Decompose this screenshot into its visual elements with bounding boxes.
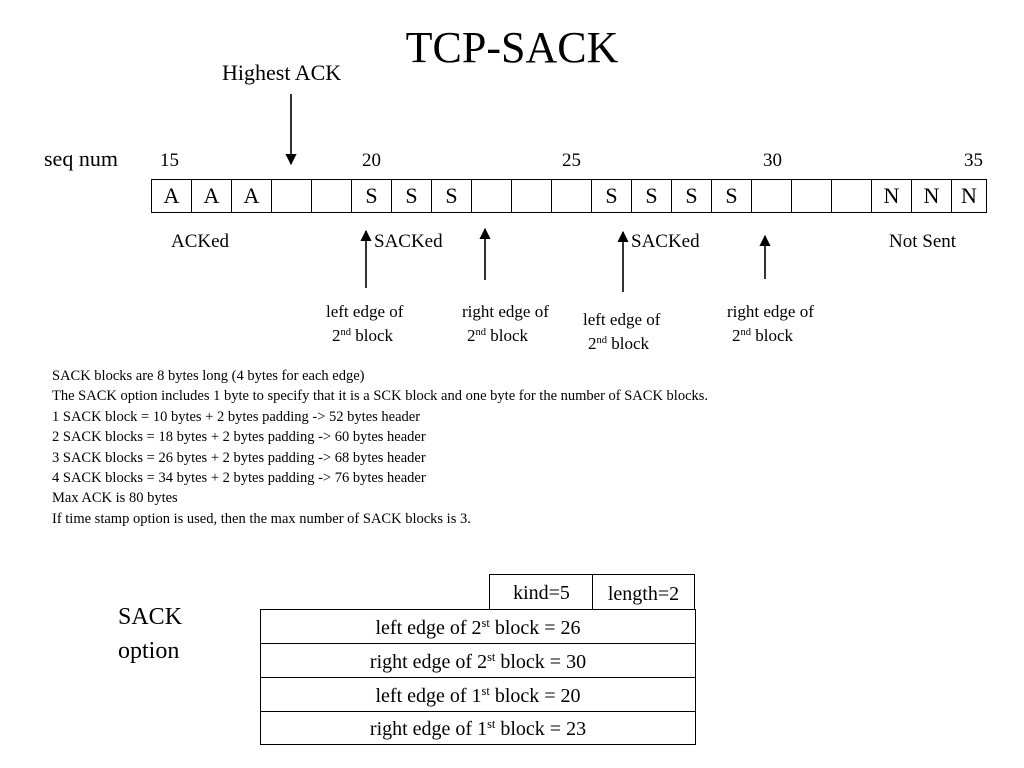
- pointer-label-2: [462, 300, 549, 348]
- note-line: The SACK option includes 1 byte to specify that it is a SCK block and one byte for the number of SACK blocks.: [52, 388, 709, 405]
- seq-cell: A: [152, 180, 192, 212]
- sack-field-row: left edge of 1st block = 20: [260, 677, 696, 713]
- pointer-label-1: [326, 300, 403, 348]
- kind-field: kind=5: [489, 574, 593, 610]
- sack-field-row: left edge of 2st block = 26: [260, 609, 696, 645]
- pointer-label-line2: 2nd block: [588, 334, 650, 353]
- note-line: Max ACK is 80 bytes: [52, 490, 178, 507]
- seq-cell: S: [432, 180, 472, 212]
- pointer-label-line1: right edge of: [727, 302, 814, 321]
- not-sent-label: Not Sent: [889, 231, 957, 252]
- sack-field-row: right edge of 2st block = 30: [260, 643, 696, 679]
- pointer-label-line1: left edge of: [326, 302, 404, 321]
- seq-num-label: seq num: [44, 146, 118, 171]
- pointer-label-line2: 2nd block: [732, 326, 794, 345]
- seq-tick: 30: [763, 150, 782, 171]
- length-field: length=2: [592, 574, 695, 610]
- note-line: 2 SACK blocks = 18 bytes + 2 bytes padding -> 60 bytes header: [52, 429, 426, 446]
- sack-option-label-line1: SACK: [118, 604, 183, 630]
- pointer-label-line2: 2nd block: [467, 326, 529, 345]
- seq-cell: A: [192, 180, 232, 212]
- seq-cell: S: [392, 180, 432, 212]
- note-line: SACK blocks are 8 bytes long (4 bytes for each edge): [52, 368, 365, 384]
- notes-block: [52, 366, 708, 529]
- seq-cell: N: [961, 183, 977, 208]
- seq-tick: 20: [362, 150, 381, 171]
- note-line: 3 SACK blocks = 26 bytes + 2 bytes padding -> 68 bytes header: [52, 449, 426, 466]
- seq-tick: 25: [562, 150, 581, 171]
- page-title: TCP-SACK: [405, 23, 619, 72]
- pointer-label-line1: left edge of: [583, 310, 661, 329]
- pointer-label-line2: 2nd block: [332, 326, 394, 345]
- seq-cell: S: [352, 180, 392, 212]
- seq-cell: S: [672, 180, 712, 212]
- seq-cell: S: [632, 180, 672, 212]
- note-line: If time stamp option is used, then the max number of SACK blocks is 3.: [52, 510, 471, 527]
- seq-cell: N: [912, 180, 952, 212]
- acked-label: ACKed: [171, 231, 230, 252]
- pointer-label-3: [583, 308, 660, 356]
- sack-option-label: [118, 600, 182, 668]
- note-line: 1 SACK block = 10 bytes + 2 bytes padding -> 52 bytes header: [52, 408, 421, 425]
- note-line: 4 SACK blocks = 34 bytes + 2 bytes padding -> 76 bytes header: [52, 470, 426, 487]
- seq-tick: 15: [160, 150, 179, 171]
- sacked-label-1: SACKed: [374, 231, 443, 252]
- sack-option-label-line2: option: [118, 638, 180, 664]
- highest-ack-label: Highest ACK: [222, 60, 342, 85]
- pointer-label-line1: right edge of: [462, 302, 549, 321]
- seq-cell: N: [872, 180, 912, 212]
- pointer-label-4: [727, 300, 814, 348]
- seq-cell: S: [592, 180, 632, 212]
- seq-cell: A: [232, 180, 272, 212]
- seq-tick: 35: [964, 150, 983, 171]
- seq-cell: S: [712, 180, 752, 212]
- sack-field-row: right edge of 1st block = 23: [260, 711, 696, 745]
- sacked-label-2: SACKed: [631, 231, 700, 252]
